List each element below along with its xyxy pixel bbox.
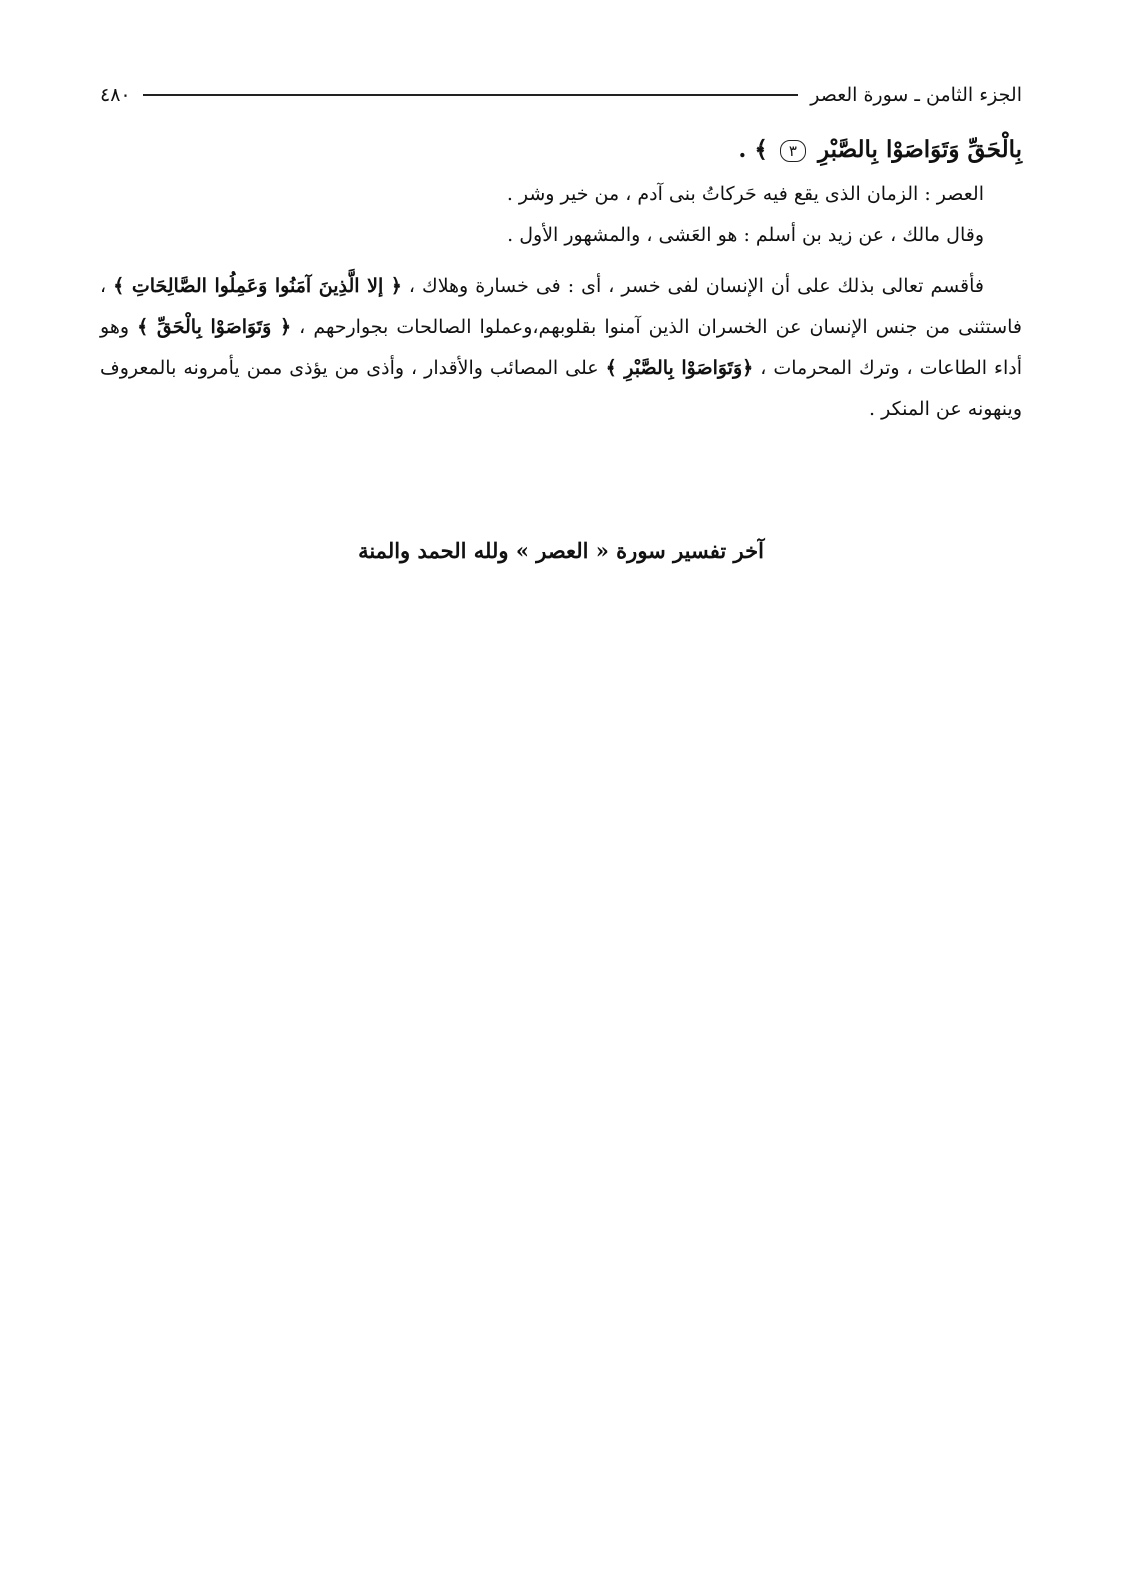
text-segment: فأقسم تعالى بذلك على أن الإنسان لفى خسر ، أى : فى خسارة وهلاك ، <box>401 275 984 297</box>
text-segment: وهو أداء الطاعات ، وترك المحرمات ، <box>100 316 1023 379</box>
running-header <box>100 80 1022 110</box>
header-title: الجزء الثامن ـ سورة العصر <box>810 84 1022 106</box>
header-rule <box>143 94 799 96</box>
quran-quote: ﴿ إلا الَّذِينَ آمَنُوا وَعَمِلُوا الصَّالِحَاتِ ﴾ <box>113 275 402 297</box>
quran-quote: ﴿ وَتَوَاصَوْا بِالْحَقِّ ﴾ <box>137 316 292 338</box>
verse-close: ﴾ . <box>738 136 768 163</box>
body-text <box>100 128 1022 430</box>
paragraph-definition: العصر : الزمان الذى يقع فيه حَركاتُ بنى آدم ، من خير وشر . <box>506 183 984 205</box>
paragraph-malik: وقال مالك ، عن زيد بن أسلم : هو العَشى ، والمشهور الأول . <box>507 224 984 246</box>
verse-line <box>100 128 1022 172</box>
text-segment: ، فاستثنى من جنس الإنسان عن الخسران الذين آمنوا بقلوبهم،وعملوا الصالحات بجوارحهم ، <box>100 275 1022 338</box>
ayah-number-marker: ٣ <box>780 140 806 162</box>
verse-text: بِالْحَقِّ وَتَوَاصَوْا بِالصَّبْرِ <box>817 136 1022 163</box>
page-number: ٤٨٠ <box>100 84 131 106</box>
closing-line: آخر تفسير سورة « العصر » ولله الحمد والمنة <box>358 538 764 563</box>
text-segment: على المصائب والأقدار ، وأذى من يؤذى ممن يأمرونه بالمعروف وينهونه عن المنكر . <box>100 357 1022 420</box>
quran-quote: ﴿وَتَوَاصَوْا بِالصَّبْرِ ﴾ <box>605 357 754 379</box>
paragraph-explanation <box>100 266 1022 430</box>
